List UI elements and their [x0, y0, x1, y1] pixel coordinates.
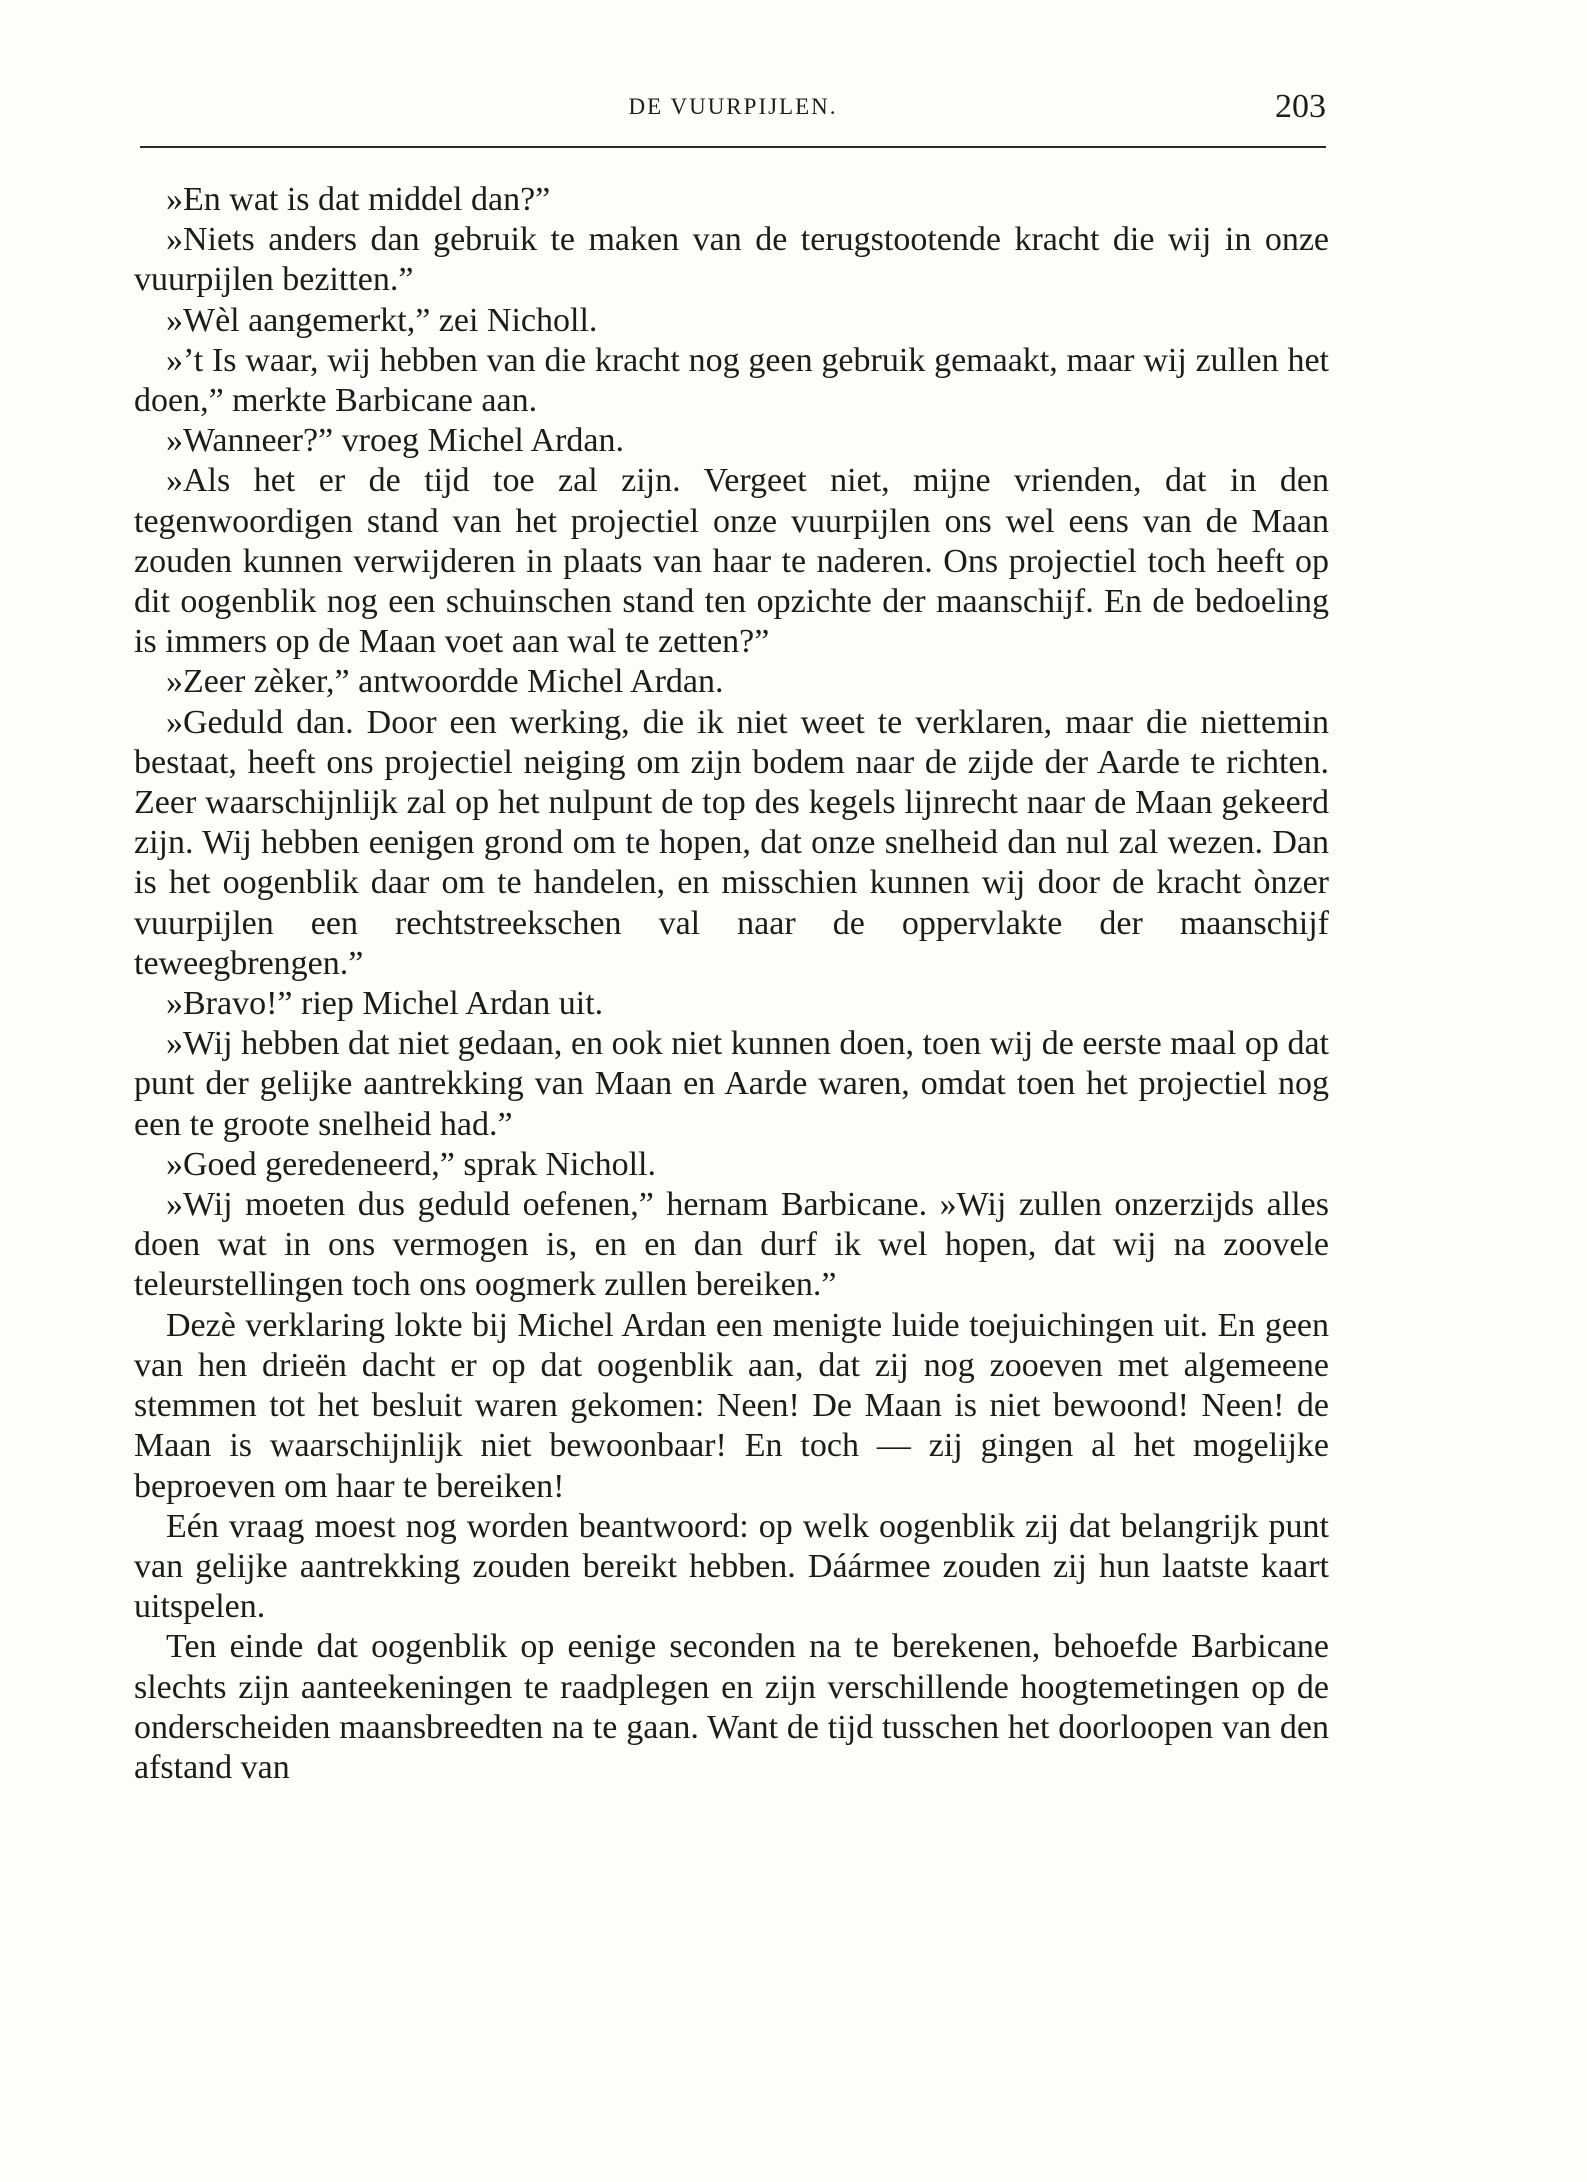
- paragraph: »Zeer zèker,” antwoordde Michel Ardan.: [166, 663, 724, 701]
- body-text: [134, 180, 1329, 1788]
- paragraph: »Wanneer?” vroeg Michel Ardan.: [166, 422, 624, 460]
- page-header: [140, 86, 1326, 148]
- paragraph: Dezè verklaring lokte bij Michel Ardan een menigte luide toejuichingen uit. En geen van hen drieën dacht er op dat oogenblik aan, dat zij nog zooeven met algemeene stemmen tot het besluit waren gekomen: Neen! De Maan is niet bewoond! Neen! de Maan is waarschijnlijk niet bewoonbaar! En toch — zij gingen al het mogelijke beproeven om haar te bereiken!: [134, 1306, 1329, 1505]
- paragraph: »’t Is waar, wij hebben van die kracht nog geen gebruik gemaakt, maar wij zullen het doen,” merkte Barbicane aan.: [134, 341, 1329, 420]
- paragraph: Ten einde dat oogenblik op eenige seconden na te berekenen, behoefde Barbicane slechts zijn aanteekeningen te raadplegen en zijn verschillende hoogtemetingen op de onderscheiden maansbreedten na te gaan. Want de tijd tusschen het doorloopen van den afstand van: [134, 1628, 1329, 1786]
- paragraph: »Wèl aangemerkt,” zei Nicholl.: [166, 301, 598, 339]
- paragraph: »En wat is dat middel dan?”: [166, 181, 551, 218]
- page-number: 203: [1275, 88, 1326, 125]
- paragraph: »Wij moeten dus geduld oefenen,” hernam Barbicane. »Wij zullen onzerzijds alles doen wat in ons vermogen is, en en dan durf ik wel hopen, dat wij na zoovele teleurstellingen toch ons oogmerk zullen bereiken.”: [134, 1186, 1329, 1304]
- paragraph: »Bravo!” riep Michel Ardan uit.: [166, 985, 604, 1023]
- paragraph: »Geduld dan. Door een werking, die ik niet weet te verklaren, maar die niettemin bestaat, heeft ons projectiel neiging om zijn bodem naar de zijde der Aarde te richten. Zeer waarschijnlijk zal op het nulpunt de top des kegels lijnrecht naar de Maan gekeerd zijn. Wij hebben eenigen grond om te hopen, dat onze snelheid dan nul zal wezen. Dan is het oogenblik daar om te handelen, en misschien kunnen wij door de kracht ònzer vuurpijlen een rechtstreekschen val naar de oppervlakte der maanschijf teweegbrengen.”: [134, 703, 1329, 982]
- paragraph: »Als het er de tijd toe zal zijn. Vergeet niet, mijne vrienden, dat in den tegenwoordigen stand van het projectiel onze vuurpijlen ons wel eens van de Maan zouden kunnen verwijderen in plaats van haar te naderen. Ons projectiel toch heeft op dit oogenblik nog een schuinschen stand ten opzichte der maanschijf. En de bedoeling is immers op de Maan voet aan wal te zetten?”: [134, 462, 1329, 661]
- paragraph: »Niets anders dan gebruik te maken van de terugstootende kracht die wij in onze vuurpijlen bezitten.”: [134, 221, 1329, 299]
- running-title: DE VUURPIJLEN.: [628, 94, 838, 119]
- paragraph: »Wij hebben dat niet gedaan, en ook niet kunnen doen, toen wij de eerste maal op dat punt der gelijke aantrekking van Maan en Aarde waren, omdat toen het projectiel nog een te groote snelheid had.”: [134, 1025, 1329, 1143]
- paragraph: Eén vraag moest nog worden beantwoord: op welk oogenblik zij dat belangrijk punt van gelijke aantrekking zouden bereikt hebben. Dáármee zouden zij hun laatste kaart uitspelen.: [134, 1507, 1329, 1626]
- paragraph: »Goed geredeneerd,” sprak Nicholl.: [166, 1145, 656, 1183]
